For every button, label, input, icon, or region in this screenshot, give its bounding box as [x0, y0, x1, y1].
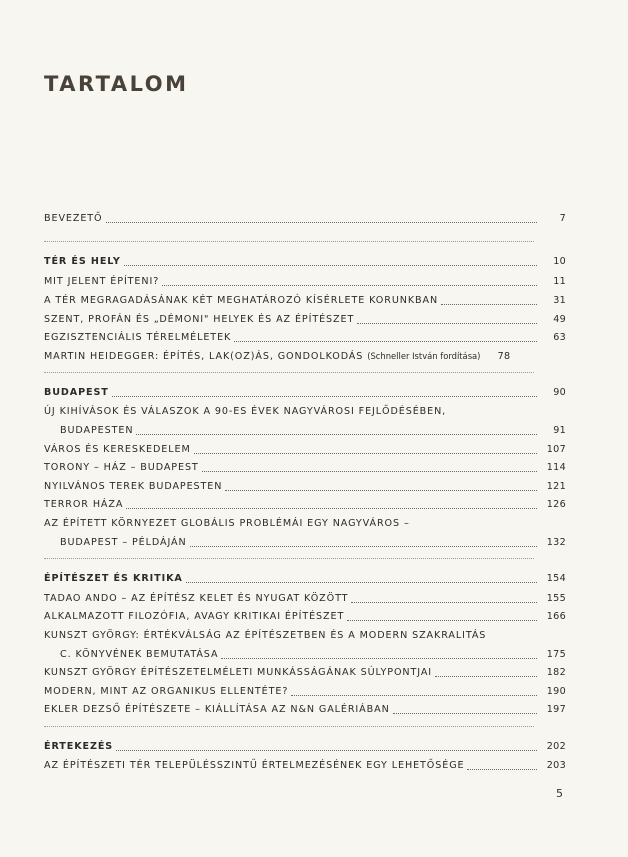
toc-entry-page: 155: [546, 593, 566, 604]
toc-entry-page: 7: [559, 213, 566, 224]
dot-leader: [126, 507, 537, 509]
dot-leader: [393, 712, 537, 714]
toc-entry-page: 182: [546, 667, 566, 678]
toc-entry-title: EKLER DEZSŐ ÉPÍTÉSZETE – KIÁLLÍTÁSA AZ N&N GALÉRIÁBAN: [44, 704, 390, 715]
toc-section-title: ÉRTEKEZÉS: [44, 741, 114, 752]
toc-entry[interactable]: [44, 402, 566, 418]
toc-entry-page: 121: [546, 481, 566, 492]
dot-leader: [190, 545, 537, 547]
dot-leader: [291, 694, 537, 696]
toc-entry[interactable]: [44, 458, 566, 474]
toc-entry-title: VÁROS ÉS KERESKEDELEM: [44, 444, 191, 455]
toc-entry-title: ALKALMAZOTT FILOZÓFIA, AVAGY KRITIKAI ÉPÍTÉSZET: [44, 611, 345, 622]
dot-leader: [221, 657, 537, 659]
toc-entry[interactable]: [44, 756, 566, 772]
toc-entry-title: MODERN, MINT AZ ORGANIKUS ELLENTÉTE?: [44, 686, 289, 697]
section-divider: [44, 372, 534, 373]
toc-entry-page: 132: [546, 537, 566, 548]
toc-entry-page: 166: [546, 611, 566, 622]
toc-section-epiteszet-es-kritika[interactable]: [44, 569, 566, 585]
dot-leader: [112, 395, 537, 397]
toc-entry-title: TADAO ANDO – AZ ÉPÍTÉSZ KELET ÉS NYUGAT KÖZÖTT: [44, 593, 349, 604]
toc-entry-title: ÚJ KIHÍVÁSOK ÉS VÁLASZOK A 90-ES ÉVEK NAGYVÁROSI FEJLŐDÉSÉBEN,: [44, 406, 447, 417]
toc-section-ertekezes[interactable]: [44, 737, 566, 753]
toc-entry[interactable]: [44, 347, 566, 363]
toc-entry-page: 31: [553, 295, 566, 306]
toc-entry-continuation[interactable]: [60, 533, 566, 549]
dot-leader: [106, 221, 537, 223]
toc-entry[interactable]: [44, 700, 566, 716]
dot-leader: [186, 581, 537, 583]
toc-entry-page: 90: [553, 387, 566, 398]
toc-entry-title: BUDAPESTEN: [60, 425, 134, 436]
toc-entry-title: MARTIN HEIDEGGER: ÉPÍTÉS, LAK(OZ)ÁS, GONDOLKODÁS (Schneller István fordítása): [44, 351, 481, 362]
section-divider: [44, 726, 534, 727]
toc-entry-title: MIT JELENT ÉPÍTENI?: [44, 276, 160, 287]
toc-entry-title: EGZISZTENCIÁLIS TÉRELMÉLETEK: [44, 332, 232, 343]
dot-leader: [225, 489, 537, 491]
toc-entry-page: 202: [546, 741, 566, 752]
toc-entry[interactable]: [44, 310, 566, 326]
toc-entry[interactable]: [44, 663, 566, 679]
section-divider: [44, 241, 534, 242]
toc-entry-introduction[interactable]: [44, 209, 566, 225]
toc-entry-page: 91: [553, 425, 566, 436]
toc-entry-continuation[interactable]: [60, 421, 566, 437]
toc-entry-page: 197: [546, 704, 566, 715]
toc-entry-title: SZENT, PROFÁN ÉS „DÉMONI" HELYEK ÉS AZ ÉPÍTÉSZET: [44, 314, 355, 325]
toc-entry-title: NYILVÁNOS TEREK BUDAPESTEN: [44, 481, 223, 492]
dot-leader: [347, 619, 537, 621]
toc-entry[interactable]: [44, 440, 566, 456]
toc-entry[interactable]: [44, 291, 566, 307]
toc-entry-page: 49: [553, 314, 566, 325]
dot-leader: [124, 264, 537, 266]
page-number: 5: [556, 787, 563, 800]
toc-entry-title: C. KÖNYVÉNEK BEMUTATÁSA: [60, 649, 219, 660]
toc-entry-page: 175: [546, 649, 566, 660]
toc-entry-title: A TÉR MEGRAGADÁSÁNAK KÉT MEGHATÁROZÓ KÍSÉRLETE KORUNKBAN: [44, 295, 439, 306]
toc-section-title: ÉPÍTÉSZET ÉS KRITIKA: [44, 573, 183, 584]
toc-entry-page: 10: [553, 256, 566, 267]
toc-entry[interactable]: [44, 607, 566, 623]
dot-leader: [202, 470, 537, 472]
toc-entry-title: BUDAPEST – PÉLDÁJÁN: [60, 537, 187, 548]
toc-section-title: BUDAPEST: [44, 387, 109, 398]
dot-leader: [351, 601, 537, 603]
toc-section-ter-es-hely[interactable]: [44, 252, 566, 268]
toc-entry-title: KUNSZT GYÖRGY: ÉRTÉKVÁLSÁG AZ ÉPÍTÉSZETBEN ÉS A MODERN SZAKRALITÁS: [44, 630, 487, 641]
page-title: TARTALOM: [44, 72, 189, 96]
toc-entry-page: 126: [546, 499, 566, 510]
dot-leader: [116, 749, 537, 751]
toc-entry-page: 11: [553, 276, 566, 287]
toc-entry[interactable]: [44, 477, 566, 493]
dot-leader: [441, 303, 537, 305]
toc-entry-title: TERROR HÁZA: [44, 499, 124, 510]
toc-section-budapest[interactable]: [44, 383, 566, 399]
toc-entry-page: 190: [546, 686, 566, 697]
toc-entry-continuation[interactable]: [60, 645, 566, 661]
translator-note: (Schneller István fordítása): [367, 351, 481, 361]
toc-entry[interactable]: [44, 682, 566, 698]
toc-entry-page: 154: [546, 573, 566, 584]
dot-leader: [162, 284, 537, 286]
dot-leader: [435, 675, 537, 677]
section-divider: [44, 558, 534, 559]
toc-entry-page: 78: [497, 351, 511, 362]
toc-entry[interactable]: [44, 272, 566, 288]
toc-section-title: TÉR ÉS HELY: [44, 256, 121, 267]
toc-entry[interactable]: [44, 626, 566, 642]
toc-entry[interactable]: [44, 328, 566, 344]
dot-leader: [194, 452, 537, 454]
toc-entry-page: 114: [546, 462, 566, 473]
toc-entry-page: 107: [546, 444, 566, 455]
toc-entry-title: KUNSZT GYÖRGY ÉPÍTÉSZETELMÉLETI MUNKÁSSÁGÁNAK SÚLYPONTJAI: [44, 667, 433, 678]
toc-entry[interactable]: [44, 495, 566, 511]
dot-leader: [357, 322, 537, 324]
toc-entry-title: AZ ÉPÍTETT KÖRNYEZET GLOBÁLIS PROBLÉMÁI EGY NAGYVÁROS –: [44, 518, 410, 529]
toc-entry-title: BEVEZETŐ: [44, 213, 103, 224]
toc-entry[interactable]: [44, 589, 566, 605]
dot-leader: [467, 768, 537, 770]
toc-entry-page: 63: [553, 332, 566, 343]
toc-entry-title: TORONY – HÁZ – BUDAPEST: [44, 462, 199, 473]
dot-leader: [234, 340, 537, 342]
dot-leader: [136, 433, 537, 435]
toc-entry-page: 203: [546, 760, 566, 771]
toc-entry[interactable]: [44, 514, 566, 530]
toc-entry-title: AZ ÉPÍTÉSZETI TÉR TELEPÜLÉSSZINTŰ ÉRTELMEZÉSÉNEK EGY LEHETŐSÉGE: [44, 760, 465, 771]
